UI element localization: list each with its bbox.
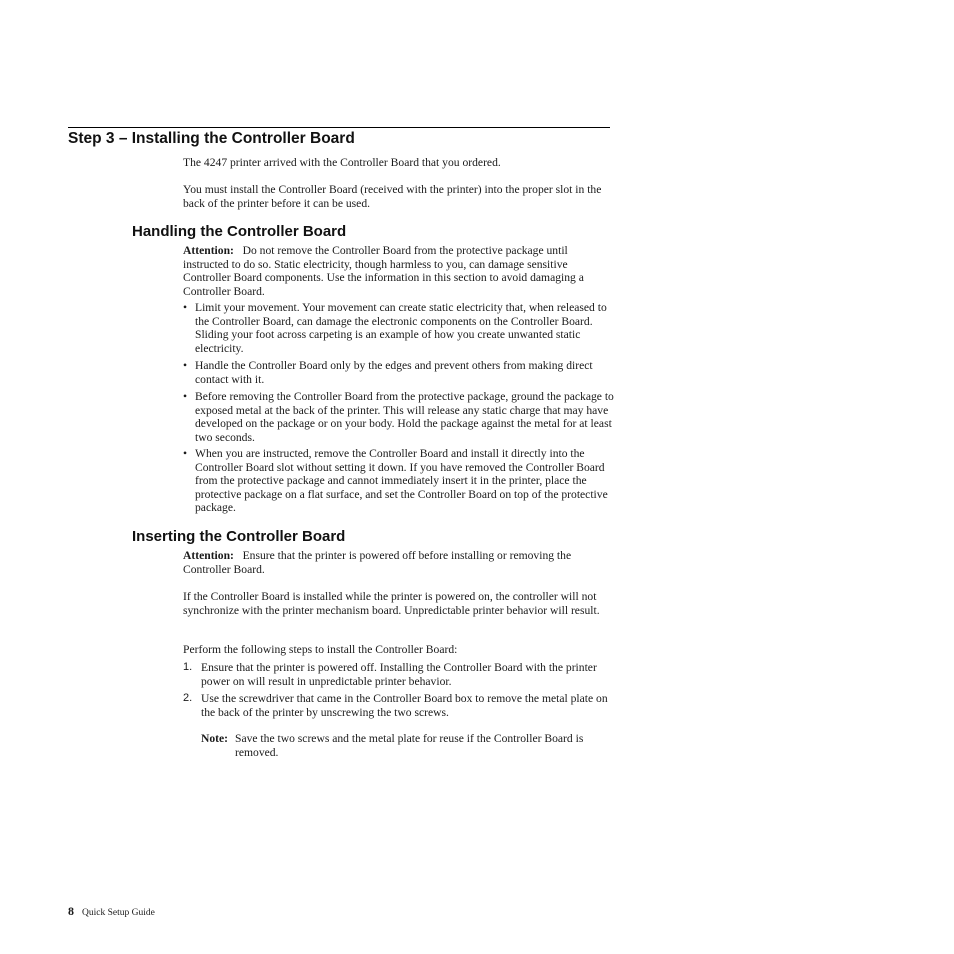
note-text: Save the two screws and the metal plate for reuse if the Controller Board is removed. (235, 732, 584, 759)
list-item-text: Handle the Controller Board only by the edges and prevent others from making direct contact with it. (195, 359, 593, 386)
attention-label: Attention: (183, 244, 234, 257)
intro-paragraph: You must install the Controller Board (received with the printer) into the proper slot in the back of the printer before it can be used. (183, 183, 602, 210)
guide-title: Quick Setup Guide (82, 908, 155, 918)
note (201, 732, 615, 759)
inserting-heading: Inserting the Controller Board (132, 528, 346, 545)
step-item (183, 692, 615, 719)
list-item (183, 390, 615, 444)
attention-text: Do not remove the Controller Board from the protective package until instructed to do so. Static electricity, though harmless to you, can damage sensitive Controller Board components. Use the information in this section to avoid damaging a Controller Board. (183, 244, 584, 298)
step-text: Ensure that the printer is powered off. Installing the Controller Board with the printer power on will result in unpredictable printer behavior. (201, 661, 597, 688)
bullet-glyph: • (183, 359, 188, 372)
list-item-text: Before removing the Controller Board from the protective package, ground the package to exposed metal at the back of the printer. This will release any static charge that may have developed on the package or on your body. Hold the package against the metal for at least two seconds. (195, 390, 614, 444)
attention-text: Ensure that the printer is powered off before installing or removing the Controller Board. (183, 549, 572, 576)
bullet-glyph: • (183, 301, 188, 314)
step-item (183, 661, 615, 688)
list-item (183, 359, 615, 386)
handling-attention (183, 244, 615, 298)
attention-label: Attention: (183, 549, 234, 562)
section-rule (68, 127, 610, 128)
inserting-paragraph: If the Controller Board is installed while the printer is powered on, the controller will not synchronize with the printer mechanism board. Unpredictable printer behavior will result. (183, 590, 600, 617)
bullet-glyph: • (183, 447, 188, 460)
note-label: Note: (201, 732, 229, 745)
page-number: 8 (68, 904, 74, 918)
list-item-text: Limit your movement. Your movement can create static electricity that, when released to the Controller Board, can damage the electronic components on the Controller Board. Sliding your foot across carpeting is an example of how you create unwanted static electricity. (195, 301, 607, 355)
inserting-steps-intro: Perform the following steps to install the Controller Board: (183, 643, 458, 656)
inserting-attention (183, 549, 615, 576)
list-item-text: When you are instructed, remove the Controller Board and install it directly into the Controller Board slot without setting it down. If you have removed the Controller Board from the protective package and cannot immediately insert it in the printer, place the protective package on a flat surface, and set the Controller Board on top of the protective package. (195, 447, 608, 515)
handling-heading: Handling the Controller Board (132, 223, 347, 240)
page-footer (68, 902, 155, 920)
list-item (183, 447, 615, 515)
step-text: Use the screwdriver that came in the Controller Board box to remove the metal plate on the back of the printer by unscrewing the two screws. (201, 692, 608, 719)
bullet-glyph: • (183, 390, 188, 403)
list-item (183, 301, 615, 355)
step-number: 2. (183, 692, 193, 704)
intro-paragraph: The 4247 printer arrived with the Controller Board that you ordered. (183, 156, 501, 169)
step-number: 1. (183, 661, 193, 673)
section-title: Step 3 – Installing the Controller Board (68, 130, 355, 147)
